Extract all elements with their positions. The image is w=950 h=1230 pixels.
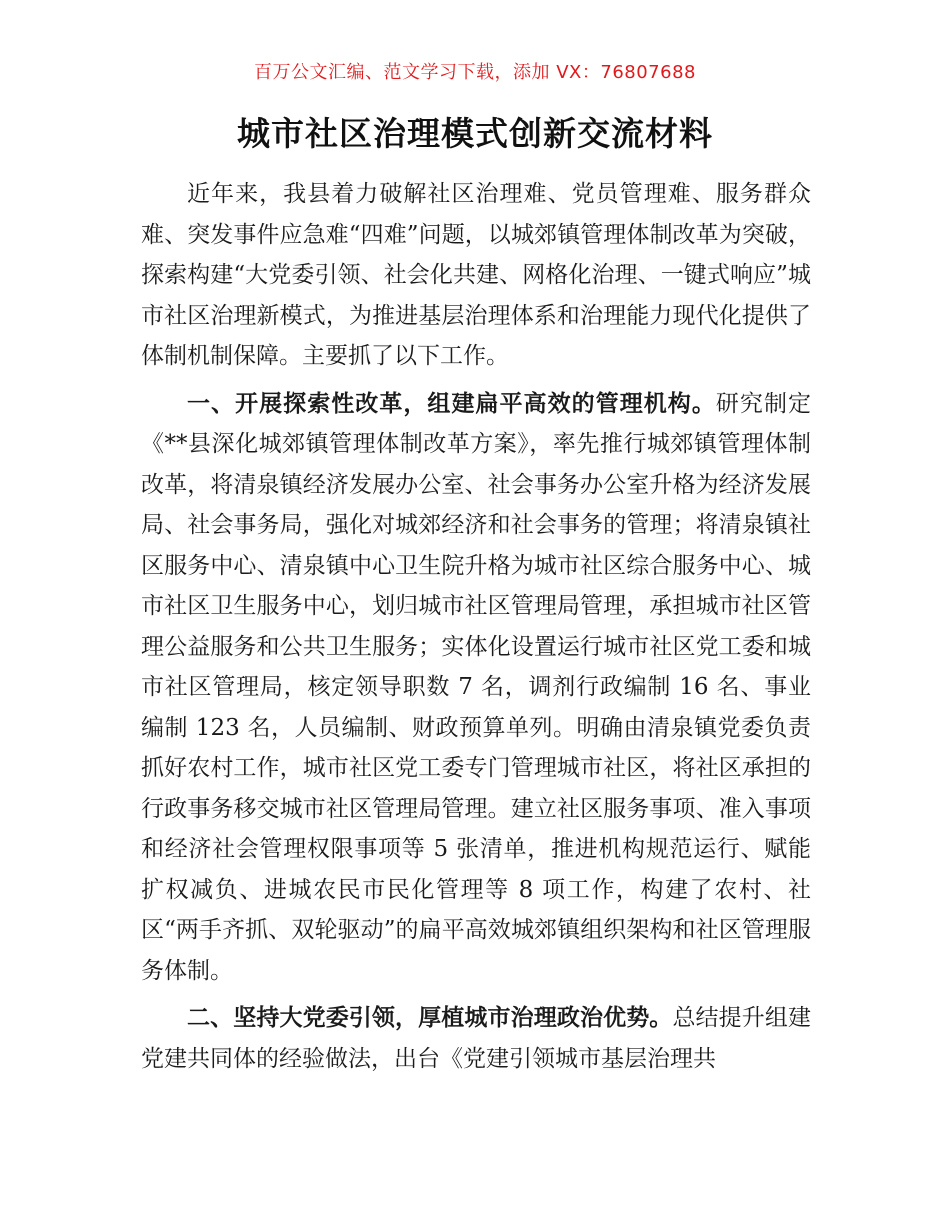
document-title: 城市社区治理模式创新交流材料 xyxy=(237,114,713,153)
section-heading-1: 一、开展探索性改革，组建扁平高效的管理机构。 xyxy=(187,390,716,417)
section-paragraph-1 xyxy=(141,384,811,992)
section-text-2: 总结提升组建党建共同体的经验做法，出台《党建引领城市基层治理共 xyxy=(141,1005,812,1072)
section-paragraph-2 xyxy=(141,998,811,1079)
intro-paragraph: 近年来，我县着力破解社区治理难、党员管理难、服务群众难、突发事件应急难“四难”问题，以城郊镇管理体制改革为突破，探索构建“大党委引领、社会化共建、网格化治理、一键式响应”城市社区治理新模式，为推进基层治理体系和治理能力现代化提供了体制机制保障。主要抓了以下工作。 xyxy=(141,181,811,369)
document-body xyxy=(141,174,811,1086)
header-banner: 百万公文汇编、范文学习下载，添加 VX：76807688 xyxy=(254,62,696,83)
section-text-1: 研究制定《**县深化城郊镇管理体制改革方案》，率先推行城郊镇管理体制改革，将清泉镇经济发展办公室、社会事务办公室升格为经济发展局、社会事务局，强化对城郊经济和社会事务的管理；将清泉镇社区服务中心、清泉镇中心卫生院升格为城市社区综合服务中心、城市社区卫生服务中心，划归城市社区管理局管理，承担城市社区管理公益服务和公共卫生服务；实体化设置运行城市社区党工委和城市社区管理局，核定领导职数 7 名，调剂行政编制 16 名、事业编制 123 名，人员编制、财政预算单列。明确由清泉镇党委负责抓好农村工作，城市社区党工委专门管理城市社区，将社区承担的行政事务移交城市社区管理局管理。建立社区服务事项、准入事项和经济社会管理权限事项等 5 张清单，推进机构规范运行、赋能扩权减负、进城农民市民化管理等 8 项工作，构建了农村、社区“两手齐抓、双轮驱动”的扁平高效城郊镇组织架构和社区管理服务体制。 xyxy=(141,390,812,984)
section-heading-2: 二、坚持大党委引领，厚植城市治理政治优势。 xyxy=(187,1005,673,1031)
